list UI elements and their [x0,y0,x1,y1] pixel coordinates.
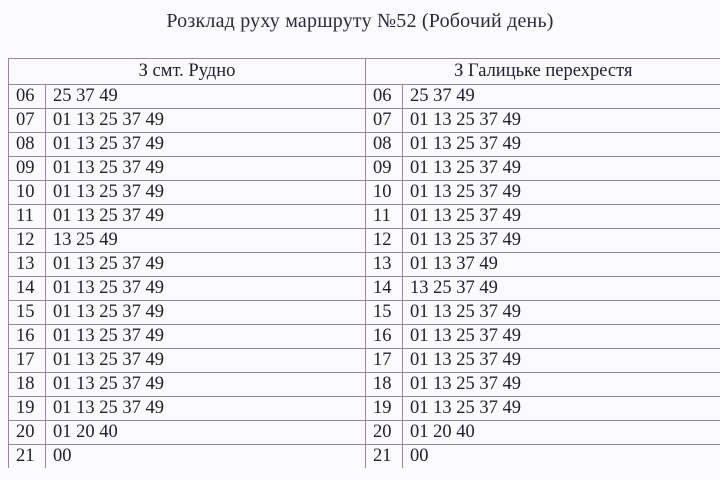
table-row [9,373,720,397]
right-hour-cell: 09 [366,157,403,181]
left-minutes-cell: 01 13 25 37 49 [46,397,366,421]
left-minutes-cell: 01 20 40 [46,421,366,445]
left-hour-cell: 11 [9,205,46,229]
right-minutes-cell: 13 25 37 49 [403,277,720,301]
left-hour-cell: 20 [9,421,46,445]
left-minutes-cell: 01 13 25 37 49 [46,109,366,133]
right-hour-cell: 17 [366,349,403,373]
right-minutes-cell: 01 13 25 37 49 [403,181,720,205]
right-hour-cell: 07 [366,109,403,133]
left-hour-cell: 16 [9,325,46,349]
table-row [9,445,720,469]
left-minutes-cell: 01 13 25 37 49 [46,253,366,277]
left-minutes-cell: 01 13 25 37 49 [46,133,366,157]
right-hour-cell: 08 [366,133,403,157]
left-hour-cell: 21 [9,445,46,469]
right-minutes-cell: 01 13 25 37 49 [403,133,720,157]
right-minutes-cell: 01 13 25 37 49 [403,109,720,133]
right-minutes-cell: 25 37 49 [403,85,720,109]
left-hour-cell: 12 [9,229,46,253]
right-hour-cell: 16 [366,325,403,349]
right-minutes-cell: 01 13 25 37 49 [403,205,720,229]
right-hour-cell: 15 [366,301,403,325]
table-row [9,277,720,301]
right-hour-cell: 06 [366,85,403,109]
table-row [9,397,720,421]
right-hour-cell: 13 [366,253,403,277]
header-row [9,59,720,85]
right-hour-cell: 20 [366,421,403,445]
left-hour-cell: 06 [9,85,46,109]
right-minutes-cell: 01 20 40 [403,421,720,445]
table-row [9,133,720,157]
left-hour-cell: 18 [9,373,46,397]
right-hour-cell: 14 [366,277,403,301]
table-row [9,421,720,445]
table-row [9,181,720,205]
table-row [9,85,720,109]
left-hour-cell: 10 [9,181,46,205]
table-row [9,349,720,373]
left-hour-cell: 09 [9,157,46,181]
left-hour-cell: 19 [9,397,46,421]
right-hour-cell: 11 [366,205,403,229]
table-row [9,301,720,325]
right-hour-cell: 21 [366,445,403,469]
right-hour-cell: 12 [366,229,403,253]
right-minutes-cell: 00 [403,445,720,469]
left-hour-cell: 07 [9,109,46,133]
right-minutes-cell: 01 13 25 37 49 [403,373,720,397]
left-minutes-cell: 13 25 49 [46,229,366,253]
left-hour-cell: 17 [9,349,46,373]
right-minutes-cell: 01 13 25 37 49 [403,229,720,253]
right-minutes-cell: 01 13 37 49 [403,253,720,277]
table-row [9,109,720,133]
table-row [9,325,720,349]
right-minutes-cell: 01 13 25 37 49 [403,157,720,181]
right-minutes-cell: 01 13 25 37 49 [403,301,720,325]
left-minutes-cell: 01 13 25 37 49 [46,325,366,349]
column-header-from-halytske: З Галицьке перехрестя [366,59,720,85]
right-minutes-cell: 01 13 25 37 49 [403,325,720,349]
schedule-table [8,58,720,468]
left-minutes-cell: 01 13 25 37 49 [46,205,366,229]
left-hour-cell: 13 [9,253,46,277]
right-minutes-cell: 01 13 25 37 49 [403,349,720,373]
left-hour-cell: 08 [9,133,46,157]
left-minutes-cell: 01 13 25 37 49 [46,373,366,397]
table-row [9,205,720,229]
column-header-from-rudno: З смт. Рудно [9,59,366,85]
left-minutes-cell: 01 13 25 37 49 [46,181,366,205]
left-minutes-cell: 01 13 25 37 49 [46,301,366,325]
right-hour-cell: 10 [366,181,403,205]
table-row [9,253,720,277]
right-hour-cell: 19 [366,397,403,421]
page-title: Розклад руху маршруту №52 (Робочий день) [166,10,554,32]
table-row [9,157,720,181]
left-minutes-cell: 25 37 49 [46,85,366,109]
table-row [9,229,720,253]
left-minutes-cell: 01 13 25 37 49 [46,349,366,373]
left-hour-cell: 15 [9,301,46,325]
left-minutes-cell: 01 13 25 37 49 [46,157,366,181]
left-minutes-cell: 00 [46,445,366,469]
right-hour-cell: 18 [366,373,403,397]
right-minutes-cell: 01 13 25 37 49 [403,397,720,421]
left-hour-cell: 14 [9,277,46,301]
left-minutes-cell: 01 13 25 37 49 [46,277,366,301]
